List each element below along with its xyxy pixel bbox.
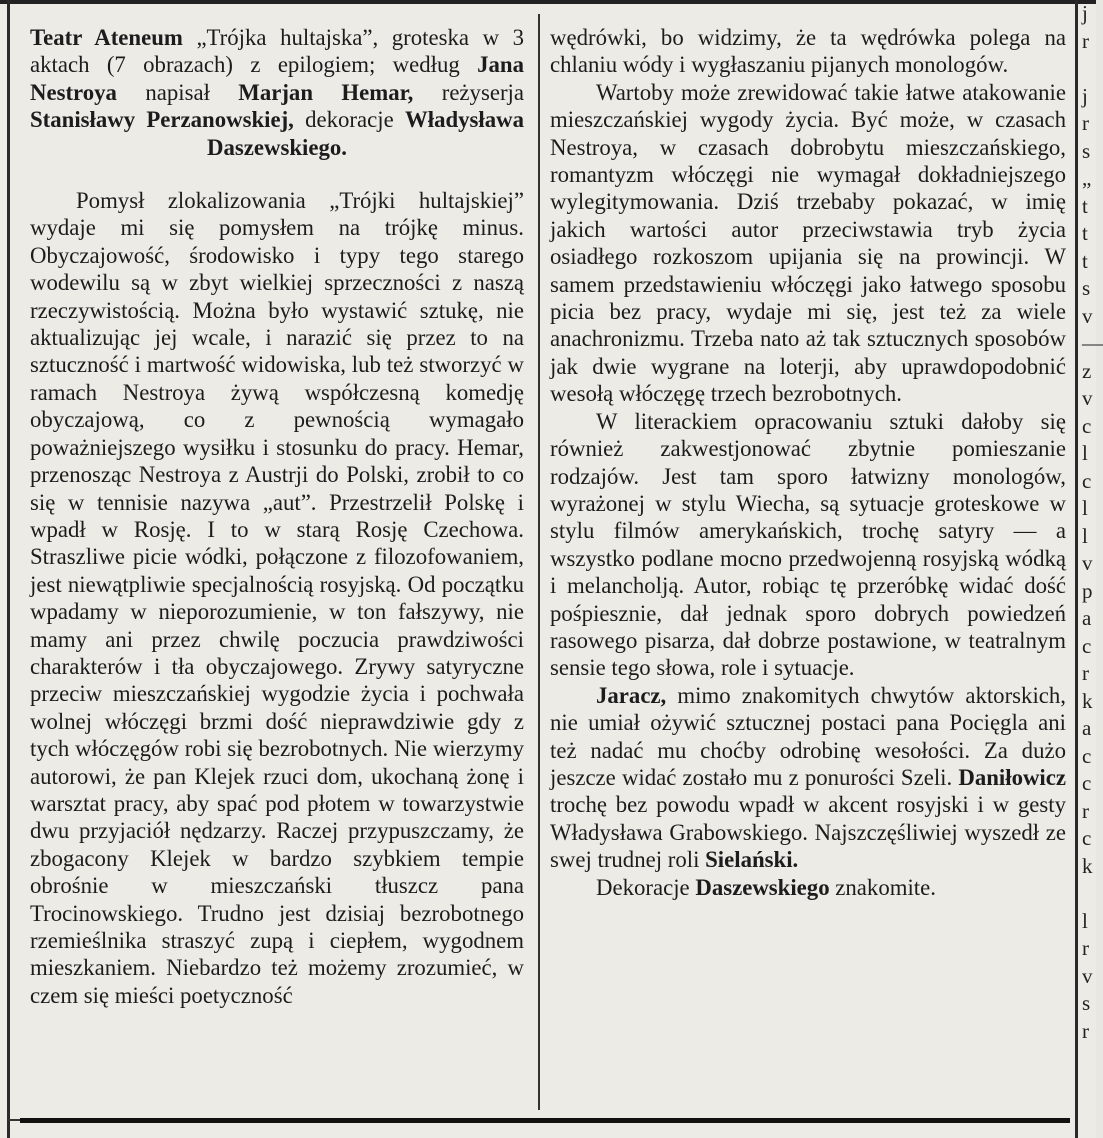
fragment-line: s	[1082, 991, 1091, 1015]
fragment-line: s	[1082, 276, 1091, 300]
review-header-text: Teatr Ateneum „Trójka hultajska”, groteska w 3 aktach (7 obrazach) z epilogiem; według Jana Nestroya napisał Marjan Hemar, reżyserja Stanisławy Perzanowskiej, dekoracje Władysława Daszewskiego.	[30, 25, 525, 160]
fragment-line: t	[1082, 193, 1088, 218]
fragment-line: c	[1082, 771, 1092, 795]
fragment-line: a	[1082, 716, 1092, 740]
fragment-line: v	[1082, 303, 1093, 328]
fragment-line	[1082, 880, 1096, 908]
fragment-line: r	[1082, 936, 1089, 960]
fragment-line: „	[1082, 166, 1092, 190]
fragment-line: l	[1082, 496, 1088, 520]
fragment-line: s	[1082, 138, 1091, 163]
fragment-line: l	[1082, 523, 1088, 548]
fragment-line: l	[1082, 908, 1088, 933]
fragment-line: c	[1082, 743, 1092, 768]
fragment-line: r	[1082, 661, 1089, 685]
review-header	[30, 24, 524, 161]
bottom-rule	[20, 1118, 1070, 1123]
right-column	[550, 24, 1066, 901]
fragment-line: c	[1082, 413, 1092, 438]
theatre-name: Teatr Ateneum	[30, 25, 183, 50]
designer-name: Władysława Daszewskiego.	[207, 107, 525, 160]
fragment-line: z	[1082, 358, 1092, 383]
fragment-line: r	[1082, 28, 1089, 53]
fragment-line: k	[1082, 688, 1093, 713]
review-paragraph-3: W literackiem opracowaniu sztuki dałoby się również zakwestjonować zbytnie pomieszanie rodzajów. Jest tam sporo łatwizny monologów, wyrażonej w stylu Wiecha, są sytuacje groteskowe w stylu filmów amerykańskich, trochę satyry — a wszystko podlane mocno przedwojenną rosyjską wódką i melancholją. Autor, robiąc tę przeróbkę widać dość pośpiesznie, dał jednak sporo dobrych powiedzeń rasowego pisarza, dał dobrze postawione, w teatralnym sensie tego słowa, role i sytuacje.	[550, 408, 1066, 681]
actor-danilowicz: Daniłowicz	[958, 764, 1066, 790]
author-name: Jana Nestroya	[30, 52, 524, 105]
fragment-line: l	[1082, 441, 1088, 465]
left-border-rule	[7, 0, 10, 1138]
fragment-line: a	[1082, 606, 1092, 630]
review-paragraph-2: Wartoby może zrewidować takie łatwe atakowanie mieszczańskiej wygody życia. Być może, w czasach Nestroya, w czasach dobrobytu mieszczańskiego, romantyzm włóczęgi nie wymagał dokładniejszego wylegitymowania. Dziś trzebaby pokazać, w imię jakich wartości autor przeciwstawia tryb życia osiadłego rozkoszom upijania się na prowincji. W samem przedstawieniu włóczęgi jako łatwego sposobu picia bez pracy, wydaje mi się, jest też za wiele anachronizmu. Trzeba nato aż tak sztucznych sposobów jak dwie wygrane na loterji, aby uprawdopodobnić wesołą włóczęgę trzech bezrobotnych.	[550, 79, 1066, 407]
fragment-line: c	[1082, 633, 1092, 658]
fragment-line: t	[1082, 248, 1088, 273]
actor-sielanski: Sielański.	[705, 847, 799, 873]
adjacent-column-fragment	[1082, 0, 1103, 1138]
review-paragraph-4: Jaracz, mimo znakomitych chwytów aktorskich, nie umiał ożywić sztucznej postaci pana Pocięgla ani też nadać mu choćby odrobinę wesołości. Za dużo jeszcze widać zostało mu z ponurości Szeli. Daniłowicz trochę bez powodu wpadł w akcent rosyjski i w gesty Władysława Grabowskiego. Najszczęśliwiej wyszedł ze swej trudnej roli Sielański.	[550, 682, 1066, 873]
fragment-line	[1082, 55, 1096, 83]
bottom-rule-stub	[7, 1119, 21, 1121]
fragment-line: j	[1082, 83, 1088, 108]
left-column	[30, 24, 524, 1009]
actor-jaracz: Jaracz,	[596, 682, 667, 708]
fragment-line: —	[1082, 331, 1103, 355]
fragment-line: v	[1082, 386, 1093, 410]
right-border-rule	[1075, 0, 1078, 1138]
fragment-line: t	[1082, 221, 1088, 245]
top-rule	[0, 0, 1096, 4]
fragment-line: k	[1082, 853, 1093, 878]
director-name: Stanisławy Perzanowskiej,	[30, 107, 294, 133]
fragment-line: c	[1082, 826, 1092, 850]
review-paragraph-5: Dekoracje Daszewskiego znakomite.	[596, 874, 936, 900]
designer-daszewski: Daszewskiego	[695, 874, 830, 900]
fragment-line: j	[1082, 1, 1088, 25]
fragment-line: r	[1082, 1018, 1089, 1043]
fragment-line: v	[1082, 551, 1093, 575]
review-paragraph-continued: wędrówki, bo widzimy, że ta wędrówka polega na chlaniu wódy i wygłaszaniu pijanych monologów.	[550, 25, 1066, 78]
adapter-name: Marjan Hemar,	[238, 79, 414, 105]
column-divider	[538, 14, 540, 1110]
fragment-line: v	[1082, 963, 1093, 988]
fragment-line: p	[1082, 578, 1093, 603]
review-paragraph-1: Pomysł zlokalizowania „Trójki hultajskiej” wydaje mi się pomysłem na trójkę minus. Obyczajowość, środowisko i typy tego starego wodewilu są w zbyt wielkiej sprzeczności z naszą rzeczywistością. Można było wystawić sztukę, nie aktualizując jej wcale, i narazić się przez to na sztuczność i martwość widowiska, lub też stworzyć w ramach Nestroya żywą współczesną komedję obyczajową, co z pewnością wymagało poważniejszego wysiłku i stosunku do pracy. Hemar, przenosząc Nestroya z Austrji do Polski, zrobił to co się w tennisie nazywa „aut”. Przestrzelił Polskę i wpadł w Rosję. I to w starą Rosję Czechowa. Straszliwe picie wódki, połączone z filozofowaniem, jest niewątpliwie specjalnością rosyjską. Od początku wpadamy w nieporozumienie, w ton fałszywy, nie mamy ani przez chwilę poczucia prawdziwości charakterów i tła obyczajowego. Zrywy satyryczne przeciw mieszczańskiej wygodzie życia i pochwała wolnej włóczęgi brzmi dość nieprawdziwie gdy z tych włóczęgów robi się bezrobotnych. Nie wierzymy autorowi, że pan Klejek rzuci dom, ukochaną żonę i warsztat pracy, aby spać pod płotem w towarzystwie dwu przyjaciół nędzarzy. Raczej przypuszczamy, że zbogacony Klejek w bardzo szybkiem tempie obrośnie w mieszczański tłuszcz pana Trocinowskiego. Trudno jest dzisiaj bezrobotnego rzemieślnika straszyć zupą i ciepłem, wygodnem mieszkaniem. Niebardzo też możemy zrozumieć, w czem się mieści poetyczność	[30, 188, 524, 1008]
fragment-line: r	[1082, 111, 1089, 135]
fragment-line: r	[1082, 798, 1089, 823]
fragment-line: c	[1082, 468, 1092, 493]
